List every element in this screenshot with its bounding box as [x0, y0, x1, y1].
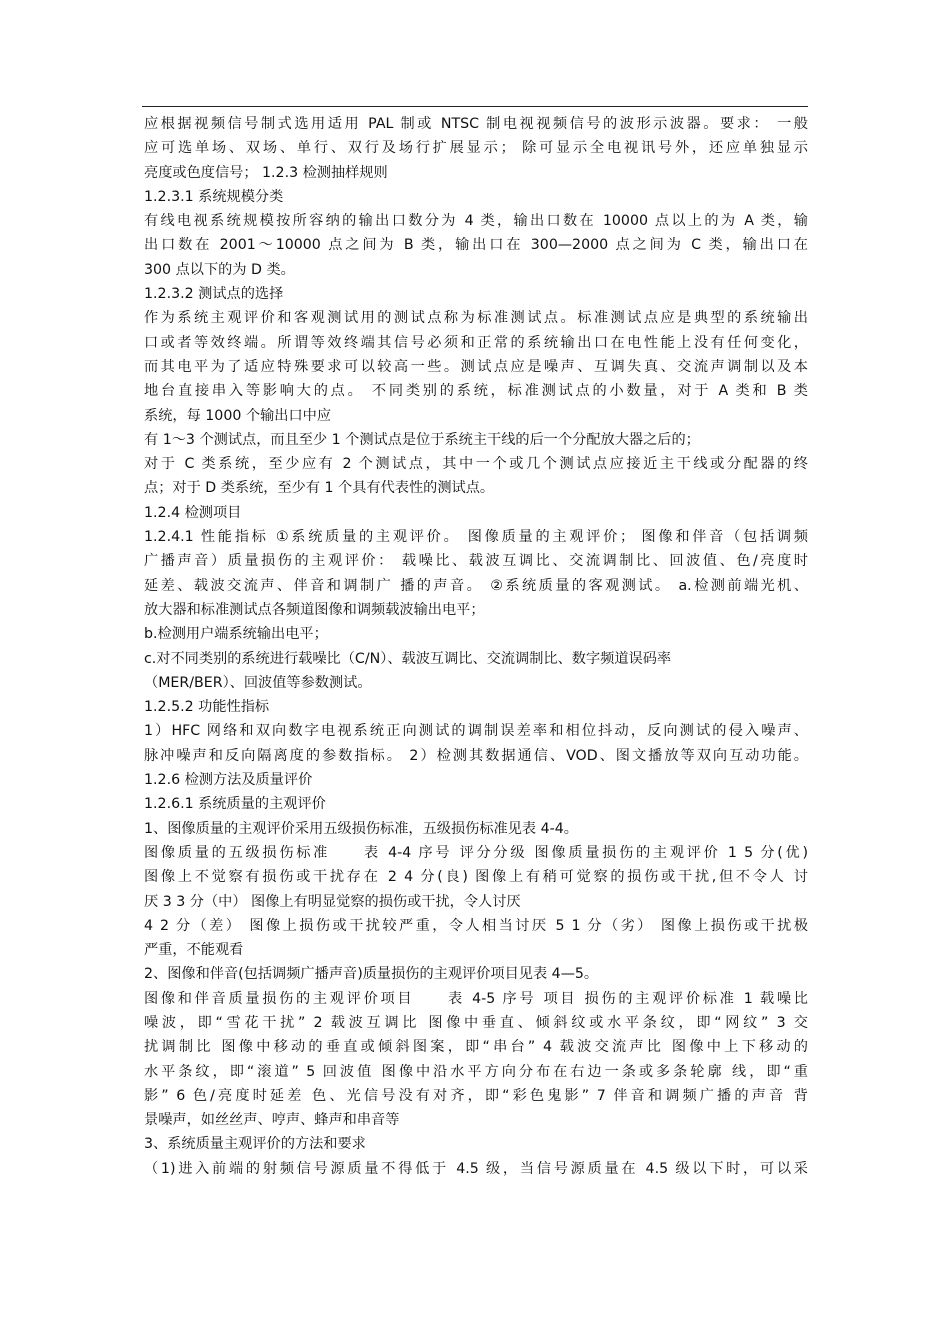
text-line: 脉冲噪声和反向隔离度的参数指标。 2）检测其数据通信、VOD、图文播放等双向互动功能。: [144, 747, 808, 764]
text-line: 对于 C 类系统，至少应有 2 个测试点，其中一个或几个测试点应接近主干线或分配器的终: [144, 456, 808, 473]
text-line: 口或者等效终端。所谓等效终端其信号必须和正常的系统输出口在电性能上没有任何变化，: [144, 334, 808, 351]
text-line: 而其电平为了适应特殊要求可以较高一些。测试点应是噪声、互调失真、交流声调制以及本: [144, 358, 808, 375]
text-line: 有 1～3 个测试点，而且至少 1 个测试点是位于系统主干线的后一个分配放大器之后的；: [144, 431, 700, 448]
text-line: 图像质量的五级损伤标准 表 4-4 序号 评分分级 图像质量损伤的主观评价 1 5 分(优): [144, 844, 808, 861]
text-line: 1）HFC 网络和双向数字电视系统正向测试的调制误差率和相位抖动，反向测试的侵入噪声、: [144, 723, 808, 740]
document-body: [144, 112, 808, 1181]
text-line: 点；对于 D 类系统，至少有 1 个具有代表性的测试点。: [144, 480, 495, 497]
text-line: 图像上不觉察有损伤或干扰存在 2 4 分(良) 图像上有稍可觉察的损伤或干扰,但不令人 讨: [144, 869, 808, 886]
text-line: 地台直接串入等影响大的点。 不同类别的系统，标准测试点的小数量，对于 A 类和 B 类: [144, 383, 808, 400]
text-line: 厌 3 3 分（中） 图像上有明显觉察的损伤或干扰，令人讨厌: [144, 893, 521, 910]
text-line: 噪波，即“雪花干扰” 2 载波互调比 图像中垂直、倾斜纹或水平条纹，即“网纹” 3 交: [144, 1014, 808, 1031]
text-line: 应根据视频信号制式选用适用 PAL 制或 NTSC 制电视视频信号的波形示波器。要求： 一般: [144, 116, 808, 132]
text-line: 3、系统质量主观评价的方法和要求: [144, 1136, 366, 1153]
text-line: 1.2.6.1 系统质量的主观评价: [144, 796, 326, 813]
text-line: 出口数在 2001～10000 点之间为 B 类，输出口在 300—2000 点之间为 C 类，输出口在: [144, 237, 808, 254]
text-line: 1.2.4 检测项目: [144, 504, 242, 521]
text-line: 放大器和标准测试点各频道图像和调频载波输出电平；: [144, 601, 485, 618]
header-rule: [142, 106, 808, 107]
text-line: 影” 6 色/亮度时延差 色、光信号没有对齐，即“彩色鬼影” 7 伴音和调频广播的声音 背: [144, 1087, 808, 1104]
text-line: 景噪声，如丝丝声、哼声、蜂声和串音等: [144, 1112, 400, 1129]
text-line: 图像和伴音质量损伤的主观评价项目 表 4-5 序号 项目 损伤的主观评价标准 1 载噪比: [144, 990, 808, 1007]
text-line: 水平条纹，即“滚道” 5 回波值 图像中沿水平方向分布在右边一条或多条轮廓 线，即“重: [144, 1063, 808, 1080]
text-line: 应可选单场、双场、单行、双行及场行扩展显示； 除可显示全电视讯号外，还应单独显示: [144, 140, 808, 157]
text-line: 1.2.4.1 性能指标 ①系统质量的主观评价。 图像质量的主观评价； 图像和伴音（包括调频: [144, 529, 808, 546]
text-line: b.检测用户端系统输出电平；: [144, 626, 328, 643]
text-line: 2、图像和伴音(包括调频广播声音)质量损伤的主观评价项目见表 4—5。: [144, 966, 599, 983]
text-line: 4 2 分（差） 图像上损伤或干扰较严重，令人相当讨厌 5 1 分（劣） 图像上损伤或干扰极: [144, 917, 808, 934]
text-line: 1、图像质量的主观评价采用五级损伤标准，五级损伤标准见表 4-4。: [144, 820, 578, 837]
text-line: 1.2.3.2 测试点的选择: [144, 286, 284, 303]
text-line: 1.2.5.2 功能性指标: [144, 699, 270, 716]
text-line: 作为系统主观评价和客观测试用的测试点称为标准测试点。标准测试点应是典型的系统输出: [144, 310, 808, 327]
text-line: 1.2.3.1 系统规模分类: [144, 188, 284, 205]
text-line: 有线电视系统规模按所容纳的输出口数分为 4 类，输出口数在 10000 点以上的为 A 类，输: [144, 213, 808, 230]
text-line: 延差、载波交流声、伴音和调制广 播的声音。 ②系统质量的客观测试。 a.检测前端光机、: [144, 577, 808, 594]
text-line: （1)进入前端的射频信号源质量不得低于 4.5 级，当信号源质量在 4.5 级以下时，可以采: [144, 1160, 808, 1177]
text-line: （MER/BER）、回波值等参数测试。: [144, 674, 372, 691]
text-line: 广播声音）质量损伤的主观评价： 载噪比、载波互调比、交流调制比、回波值、色/亮度时: [144, 553, 808, 570]
text-line: c.对不同类别的系统进行载噪比（C/N）、载波互调比、交流调制比、数字频道误码率: [144, 650, 672, 667]
text-line: 1.2.6 检测方法及质量评价: [144, 772, 313, 789]
text-line: 系统，每 1000 个输出口中应: [144, 407, 332, 424]
text-line: 亮度或色度信号； 1.2.3 检测抽样规则: [144, 164, 388, 181]
text-line: 300 点以下的为 D 类。: [144, 261, 295, 278]
text-line: 扰调制比 图像中移动的垂直或倾斜图案，即“串台” 4 载波交流声比 图像中上下移动的: [144, 1039, 808, 1056]
text-line: 严重，不能观看: [144, 942, 244, 959]
